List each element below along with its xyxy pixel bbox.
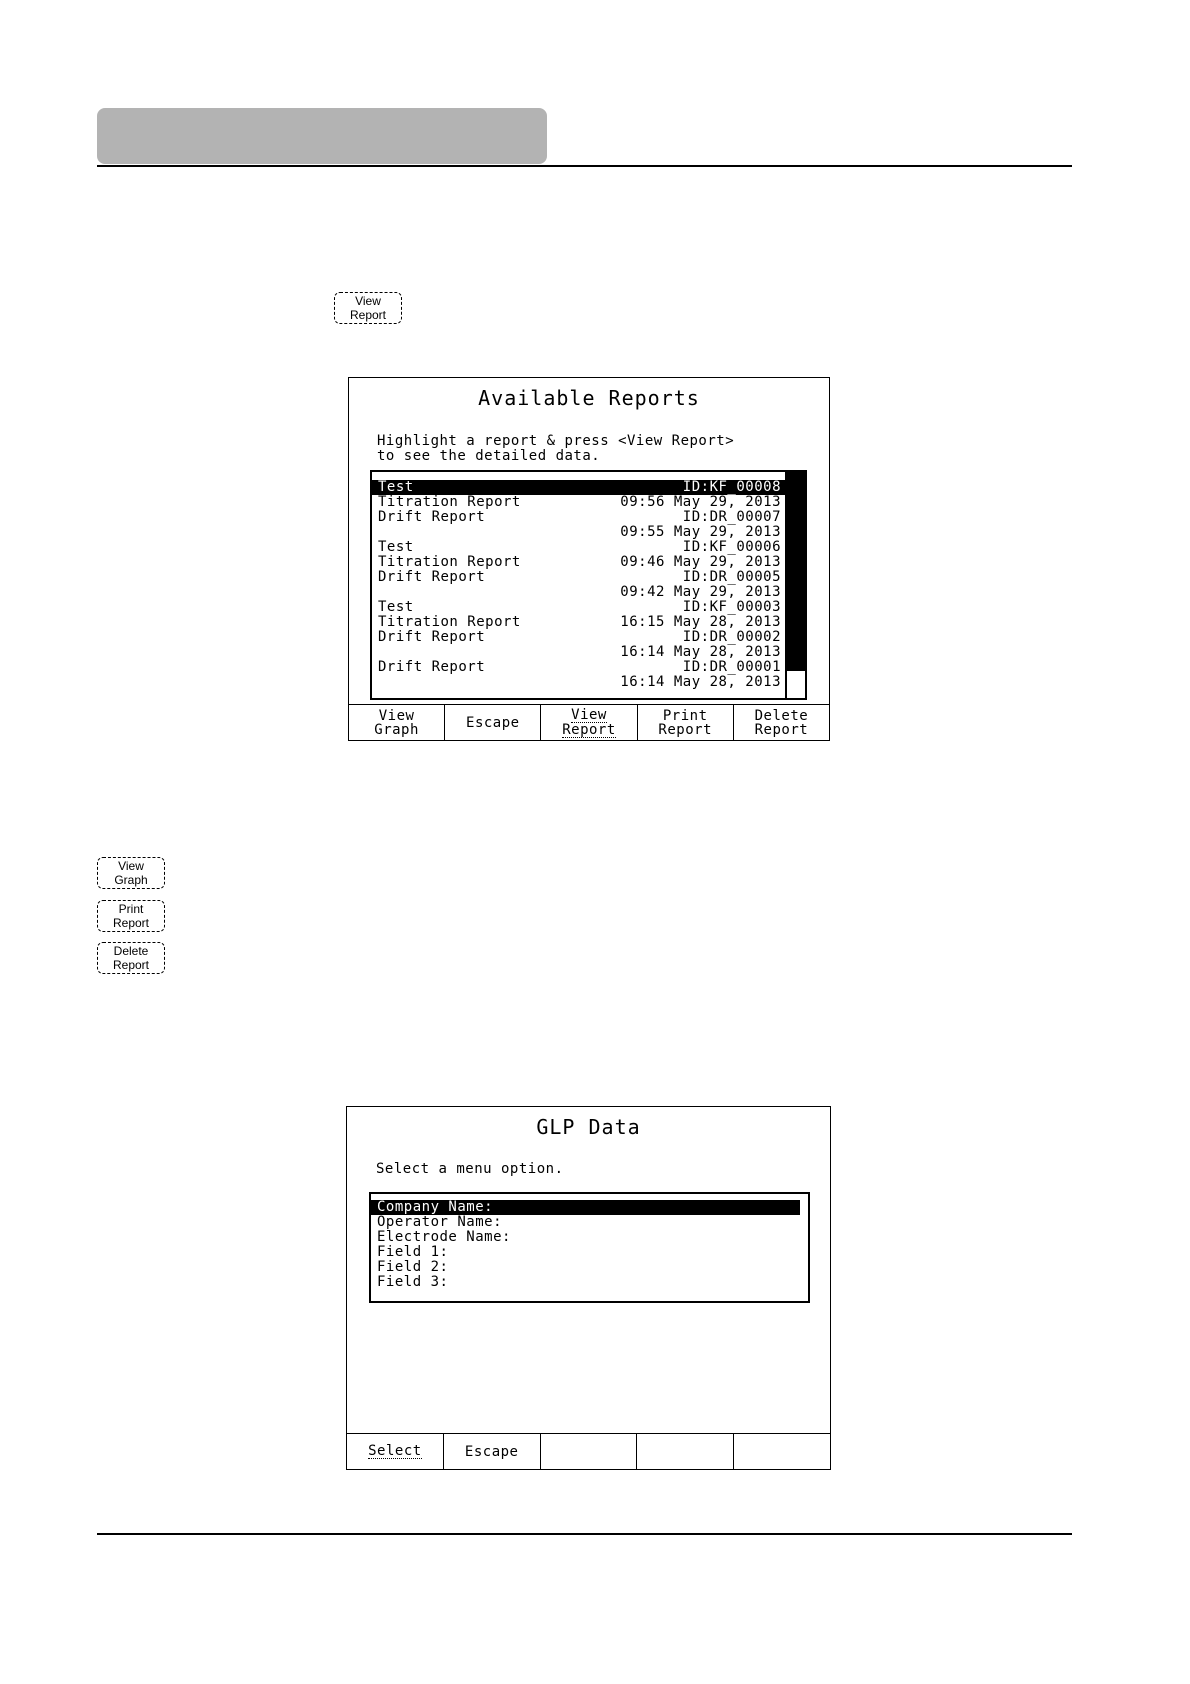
screen-instruction: Highlight a report & press <View Report> to see the detailed data.	[377, 433, 735, 464]
report-row-right: ID:DR_00005	[682, 569, 781, 585]
report-row[interactable]	[372, 570, 787, 585]
report-row-left: Drift Report	[378, 659, 486, 675]
report-row[interactable]	[372, 630, 787, 645]
report-row-left: Titration Report	[378, 554, 521, 570]
glp-option[interactable]: Field 3:	[377, 1274, 449, 1290]
softkey-label: Graph	[114, 873, 148, 887]
glp-option[interactable]: Electrode Name:	[377, 1229, 511, 1245]
fkey-escape[interactable]	[443, 1434, 540, 1469]
softkey-label: Report	[112, 916, 150, 930]
report-row-left: Titration Report	[378, 614, 521, 630]
fkey-label: Graph	[374, 721, 419, 738]
print-report-softkey[interactable]	[97, 900, 165, 932]
report-row-right: ID:DR_00002	[682, 629, 781, 645]
softkey-label: Delete	[113, 944, 149, 958]
softkey-label: Print	[118, 902, 144, 916]
report-row-left: Test	[378, 599, 414, 615]
footer-divider	[97, 1533, 1072, 1535]
report-row[interactable]	[372, 675, 787, 690]
report-row[interactable]	[372, 660, 787, 675]
report-row[interactable]	[372, 480, 787, 495]
glp-option[interactable]: Company Name:	[371, 1200, 800, 1215]
fkey-blank[interactable]	[733, 1434, 830, 1469]
screen-instruction: Select a menu option.	[376, 1161, 564, 1177]
report-row[interactable]	[372, 495, 787, 510]
glp-data-screen	[346, 1106, 831, 1470]
view-graph-softkey[interactable]	[97, 857, 165, 889]
report-row-left: Drift Report	[378, 569, 486, 585]
report-row-right: ID:DR_00007	[682, 509, 781, 525]
glp-options-list[interactable]	[369, 1192, 810, 1303]
report-row[interactable]	[372, 540, 787, 555]
report-row-right: ID:DR_00001	[682, 659, 781, 675]
report-row-right: 16:14 May 28, 2013	[620, 674, 781, 690]
report-row-right: 09:42 May 29, 2013	[620, 584, 781, 600]
report-row[interactable]	[372, 555, 787, 570]
screen-title: Available Reports	[478, 386, 700, 410]
softkey-label: Report	[112, 958, 150, 972]
fkey-label: Delete	[754, 707, 809, 724]
report-row-right: ID:KF_00006	[682, 539, 781, 555]
fkey-label: Escape	[466, 714, 520, 731]
report-row-left: Drift Report	[378, 509, 486, 525]
report-row-right: ID:KF_00003	[682, 599, 781, 615]
report-row-right: 09:55 May 29, 2013	[620, 524, 781, 540]
report-row-right: ID:KF_00008	[682, 479, 781, 495]
fkey-label: Report	[754, 721, 809, 738]
glp-option[interactable]: Field 2:	[377, 1259, 449, 1275]
report-row[interactable]	[372, 510, 787, 525]
report-row-right: 09:46 May 29, 2013	[620, 554, 781, 570]
report-row-left: Test	[378, 539, 414, 555]
glp-option[interactable]: Field 1:	[377, 1244, 449, 1260]
available-reports-screen	[348, 377, 830, 741]
fkey-label: Select	[368, 1443, 422, 1459]
screen-title: GLP Data	[536, 1115, 641, 1139]
fkey-escape[interactable]	[444, 705, 540, 740]
report-row[interactable]	[372, 615, 787, 630]
view-report-softkey[interactable]	[334, 292, 402, 324]
softkey-label: View	[118, 859, 144, 873]
fkey-label: Print	[662, 707, 708, 724]
fkey-label: View	[571, 706, 607, 723]
fkey-blank[interactable]	[636, 1434, 733, 1469]
fkey-label: Report	[562, 721, 616, 738]
function-key-bar	[347, 1433, 830, 1469]
softkey-label: Report	[349, 308, 387, 322]
reports-list[interactable]	[370, 470, 807, 700]
report-row[interactable]	[372, 525, 787, 540]
report-row-left: Test	[378, 479, 414, 495]
fkey-select[interactable]	[347, 1434, 443, 1469]
fkey-label: Escape	[464, 1443, 519, 1460]
report-row[interactable]	[372, 645, 787, 660]
report-row-right: 09:56 May 29, 2013	[620, 494, 781, 510]
delete-report-softkey[interactable]	[97, 942, 165, 974]
function-key-bar	[349, 704, 829, 740]
fkey-print-report[interactable]	[637, 705, 733, 740]
fkey-label: View	[378, 707, 415, 724]
glp-option[interactable]: Operator Name:	[377, 1214, 503, 1230]
fkey-view-report[interactable]	[540, 705, 636, 740]
header-divider	[97, 165, 1072, 167]
fkey-view-graph[interactable]	[349, 705, 444, 740]
report-row[interactable]	[372, 600, 787, 615]
softkey-label: View	[355, 294, 381, 308]
fkey-blank[interactable]	[540, 1434, 637, 1469]
section-header-tab	[97, 108, 547, 164]
report-row-right: 16:14 May 28, 2013	[620, 644, 781, 660]
report-row-left: Titration Report	[378, 494, 521, 510]
report-row[interactable]	[372, 585, 787, 600]
fkey-delete-report[interactable]	[733, 705, 829, 740]
fkey-label: Report	[658, 721, 712, 738]
scrollbar[interactable]	[785, 472, 805, 698]
report-row-left: Drift Report	[378, 629, 486, 645]
scroll-thumb[interactable]	[787, 472, 805, 671]
report-row-right: 16:15 May 28, 2013	[620, 614, 781, 630]
